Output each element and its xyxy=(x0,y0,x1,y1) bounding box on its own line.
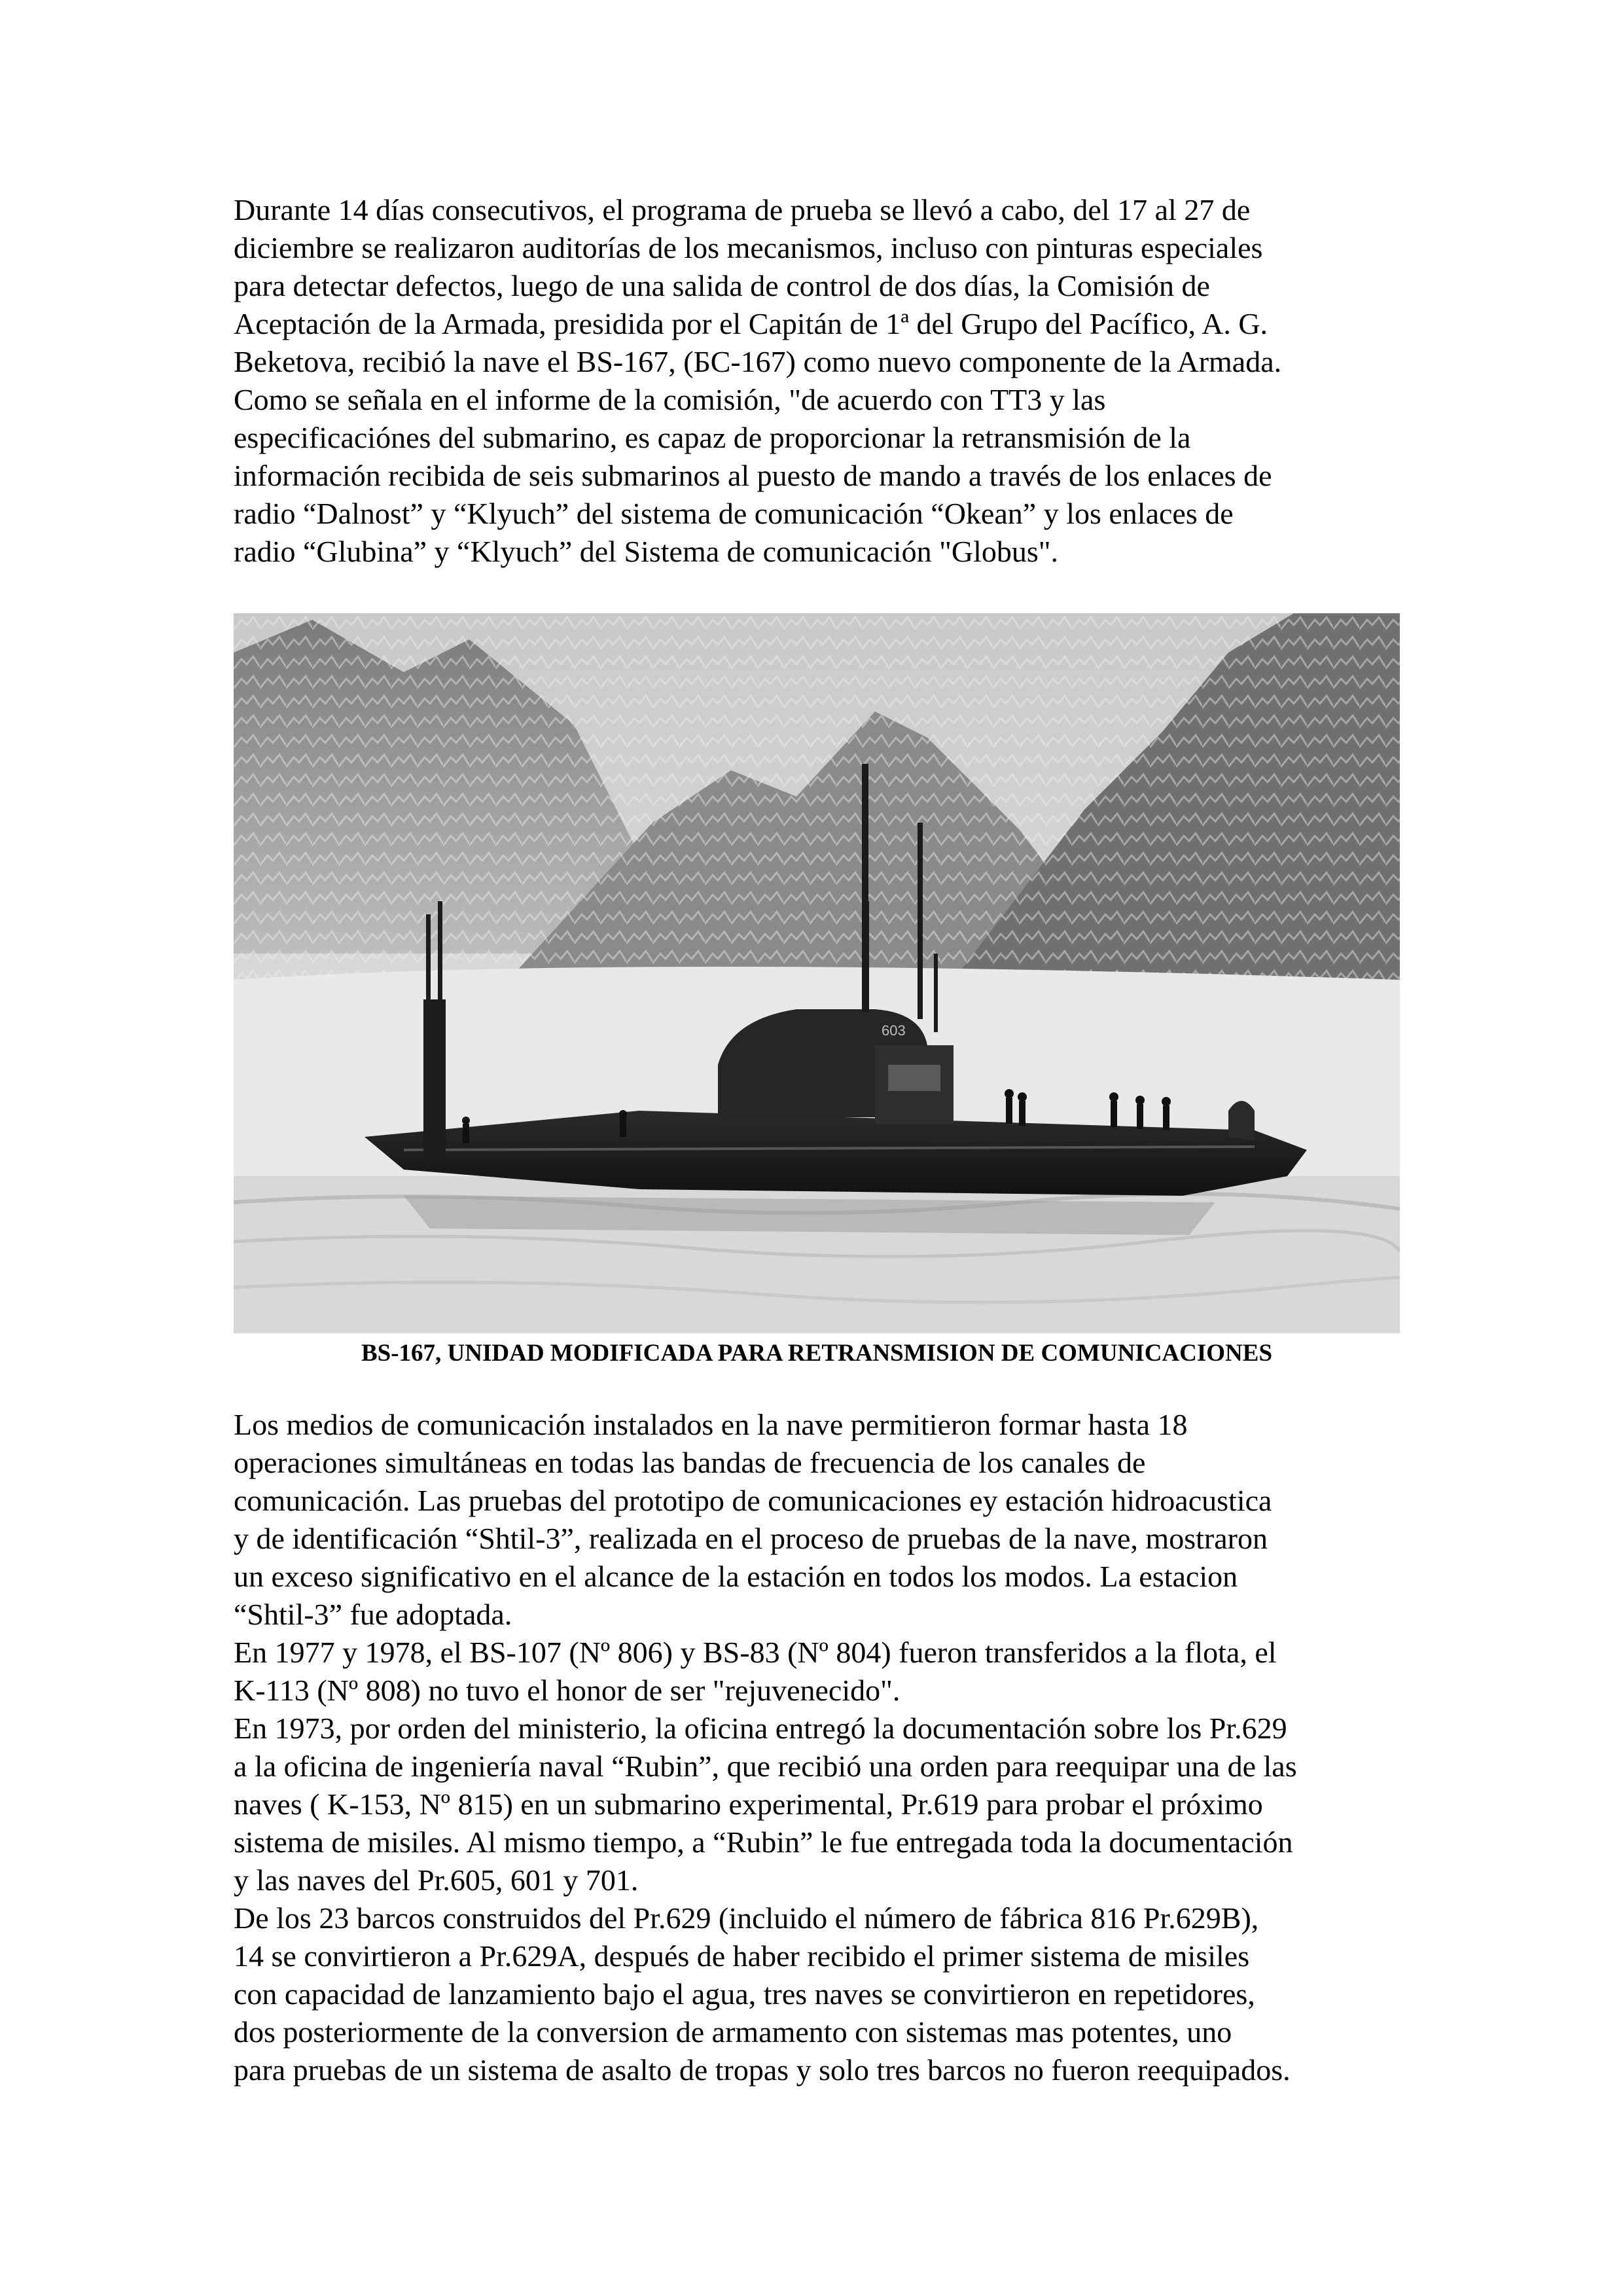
paragraph-line: radio “Dalnost” y “Klyuch” del sistema de comunicación “Okean” y los enlaces de xyxy=(234,497,1234,530)
paragraph-line: a la oficina de ingeniería naval “Rubin”, que recibió una orden para reequipar una de las xyxy=(234,1749,1297,1783)
paragraph-line: diciembre se realizaron auditorías de los mecanismos, incluso con pinturas especiales xyxy=(234,231,1263,264)
sail-marking: 603 xyxy=(882,1022,906,1039)
paragraph-line: En 1973, por orden del ministerio, la oficina entregó la documentación sobre los Pr.629 xyxy=(234,1712,1287,1745)
paragraph-line: información recibida de seis submarinos al puesto de mando a través de los enlaces de xyxy=(234,459,1272,492)
paragraph-line: para detectar defectos, luego de una salida de control de dos días, la Comisión de xyxy=(234,269,1210,302)
paragraph-line: 14 se convirtieron a Pr.629A, después de haber recibido el primer sistema de misiles xyxy=(234,1939,1250,1973)
paragraph-line: comunicación. Las pruebas del prototipo de comunicaciones ey estación hidroacustica xyxy=(234,1484,1272,1517)
paragraph-1 xyxy=(234,191,1405,571)
paragraph-line: dos posteriormente de la conversion de armamento con sistemas mas potentes, uno xyxy=(234,2015,1232,2049)
paragraph-line: con capacidad de lanzamiento bajo el agua, tres naves se convirtieron en repetidores, xyxy=(234,1977,1255,2011)
antenna-tower xyxy=(423,999,446,1157)
paragraph-line: un exceso significativo en el alcance de la estación en todos los modos. La estacion xyxy=(234,1560,1238,1593)
paragraph-line: “Shtil-3” fue adoptada. xyxy=(234,1598,512,1631)
paragraph-line: y las naves del Pr.605, 601 y 701. xyxy=(234,1863,639,1897)
submarine-photo xyxy=(234,613,1400,1333)
paragraph-line: Aceptación de la Armada, presidida por el Capitán de 1ª del Grupo del Pacífico, A. G. xyxy=(234,307,1268,340)
mast xyxy=(865,901,869,1013)
paragraph-line: radio “Glubina” y “Klyuch” del Sistema de comunicación "Globus". xyxy=(234,535,1059,568)
submarine-photo-icon xyxy=(234,613,1400,1333)
paragraph-line: K-113 (Nº 808) no tuvo el honor de ser "rejuvenecido". xyxy=(234,1674,901,1707)
mast xyxy=(918,823,923,1019)
sonar-dome xyxy=(1228,1101,1255,1140)
paragraph-line: De los 23 barcos construidos del Pr.629 (incluido el número de fábrica 816 Pr.629B), xyxy=(234,1901,1259,1935)
paragraph-line: y de identificación “Shtil-3”, realizada en el proceso de pruebas de la nave, mostraron xyxy=(234,1522,1268,1555)
paragraph-line: Como se señala en el informe de la comisión, "de acuerdo con TT3 y las xyxy=(234,383,1106,416)
paragraph-line: operaciones simultáneas en todas las bandas de frecuencia de los canales de xyxy=(234,1446,1146,1479)
paragraph-line: Beketova, recibió la nave el BS-167, (БС-167) como nuevo componente de la Armada. xyxy=(234,345,1282,378)
paragraph-line: Los medios de comunicación instalados en la nave permitieron formar hasta 18 xyxy=(234,1408,1188,1441)
photo-caption: BS-167, UNIDAD MODIFICADA PARA RETRANSMISION DE COMUNICACIONES xyxy=(361,1340,1273,1367)
paragraph-line: En 1977 y 1978, el BS-107 (Nº 806) y BS-83 (Nº 804) fueron transferidos a la flota, el xyxy=(234,1636,1277,1669)
paragraph-line: Durante 14 días consecutivos, el programa de prueba se llevó a cabo, del 17 al 27 de xyxy=(234,193,1251,226)
paragraph-2 xyxy=(234,1406,1405,2089)
paragraph-line: naves ( K-153, Nº 815) en un submarino experimental, Pr.619 para probar el próximo xyxy=(234,1787,1263,1821)
paragraph-line: sistema de misiles. Al mismo tiempo, a “Rubin” le fue entregada toda la documentación xyxy=(234,1825,1293,1859)
mast xyxy=(934,954,938,1032)
paragraph-line: especificaciónes del submarino, es capaz de proporcionar la retransmisión de la xyxy=(234,421,1191,454)
paragraph-line: para pruebas de un sistema de asalto de tropas y solo tres barcos no fueron reequipados. xyxy=(234,2053,1291,2087)
